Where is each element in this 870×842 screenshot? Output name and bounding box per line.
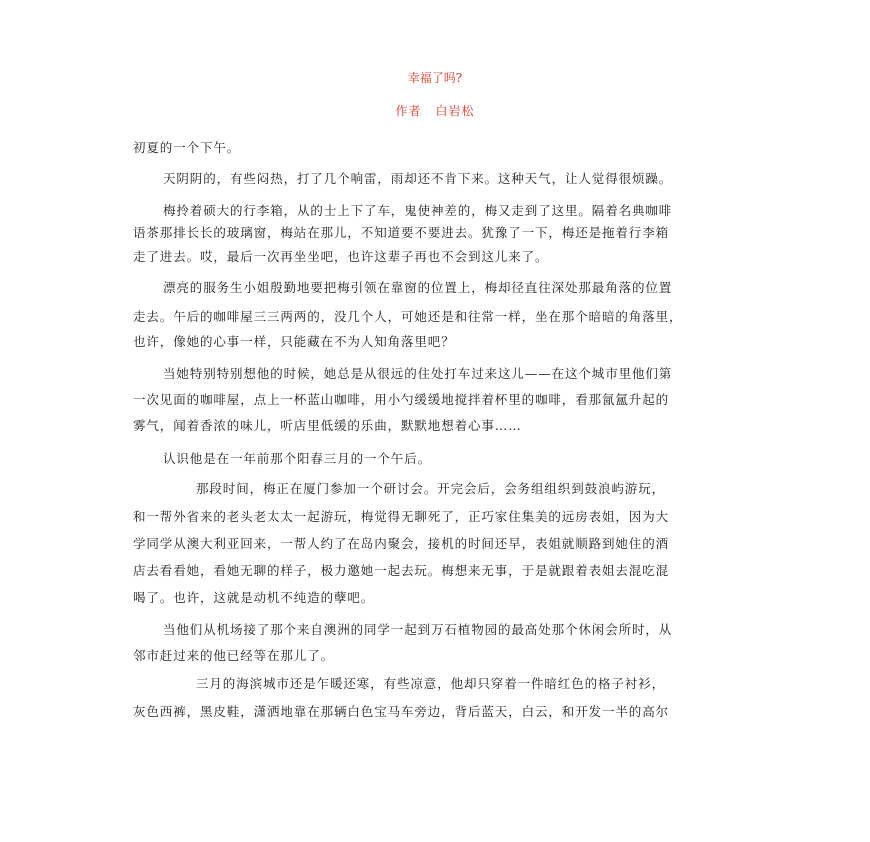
text-line: 灰色西裤，黑皮鞋，潇洒地靠在那辆白色宝马车旁边，背后蓝天，白云，和开发一半的高尔 [133, 704, 670, 719]
text-line: 学同学从澳大利亚回来，一帮人约了在岛内聚会，接机的时间还早，表姐就顺路到她住的酒 [133, 536, 670, 551]
text-line: 走去。午后的咖啡屋三三两两的，没几个人，可她还是和往常一样，坐在那个暗暗的角落里， [133, 309, 683, 324]
text-line: 也许，像她的心事一样，只能藏在不为人知角落里吧？ [133, 334, 455, 349]
text-line: 语茶那排长长的玻璃窗，梅站在那儿，不知道要不要进去。犹豫了一下，梅还是拖着行李箱 [133, 225, 670, 240]
text-line: 初夏的一个下午。 [133, 140, 241, 155]
text-line: 和一帮外省来的老头老太太一起游玩，梅觉得无聊死了，正巧家住集美的远房表姐，因为大 [133, 509, 670, 524]
author-label: 作者 [395, 104, 422, 118]
text-line: 天阴阴的，有些闷热，打了几个响雷，雨却还不肯下来。这种天气，让人觉得很烦躁。 [163, 171, 673, 186]
author-line [0, 102, 870, 119]
text-line: 那段时间，梅正在厦门参加一个研讨会。开完会后，会务组组织到鼓浪屿游玩， [196, 481, 666, 496]
text-line: 喝了。也许，这就是动机不纯造的孽吧。 [133, 590, 375, 605]
text-line: 三月的海滨城市还是乍暖还寒，有些凉意，他却只穿着一件暗红色的格子衬衫， [196, 676, 666, 691]
text-line: 走了进去。哎，最后一次再坐坐吧，也许这辈子再也不会到这儿来了。 [133, 249, 549, 264]
text-line: 梅拎着硕大的行李箱，从的士上下了车，鬼使神差的，梅又走到了这里。隔着名典咖啡 [163, 203, 673, 218]
author-name: 白岩松 [435, 104, 475, 118]
text-line: 认识他是在一年前那个阳春三月的一个午后。 [163, 451, 432, 466]
text-line: 邻市赶过来的他已经等在那儿了。 [133, 648, 335, 663]
document-title: 幸福了吗? [407, 71, 463, 85]
text-line: 当他们从机场接了那个来自澳洲的同学一起到万石植物园的最高处那个休闲会所时，从 [163, 622, 673, 637]
text-line: 漂亮的服务生小姐殷勤地要把梅引领在靠窗的位置上，梅却径直往深处那最角落的位置 [163, 280, 673, 295]
text-line: 一次见面的咖啡屋，点上一杯蓝山咖啡，用小勺缓缓地搅拌着杯里的咖啡，看那氤氲升起的 [133, 392, 670, 407]
text-line: 店去看看她，看她无聊的样子，极力邀她一起去玩。梅想来无事，于是就跟着表姐去混吃混 [133, 563, 670, 578]
text-line: 雾气，闻着香浓的味儿，听店里低缓的乐曲，默默地想着心事…… [133, 418, 522, 433]
text-line: 当她特别特别想他的时候，她总是从很远的住处打车过来这儿——在这个城市里他们第 [163, 366, 673, 381]
